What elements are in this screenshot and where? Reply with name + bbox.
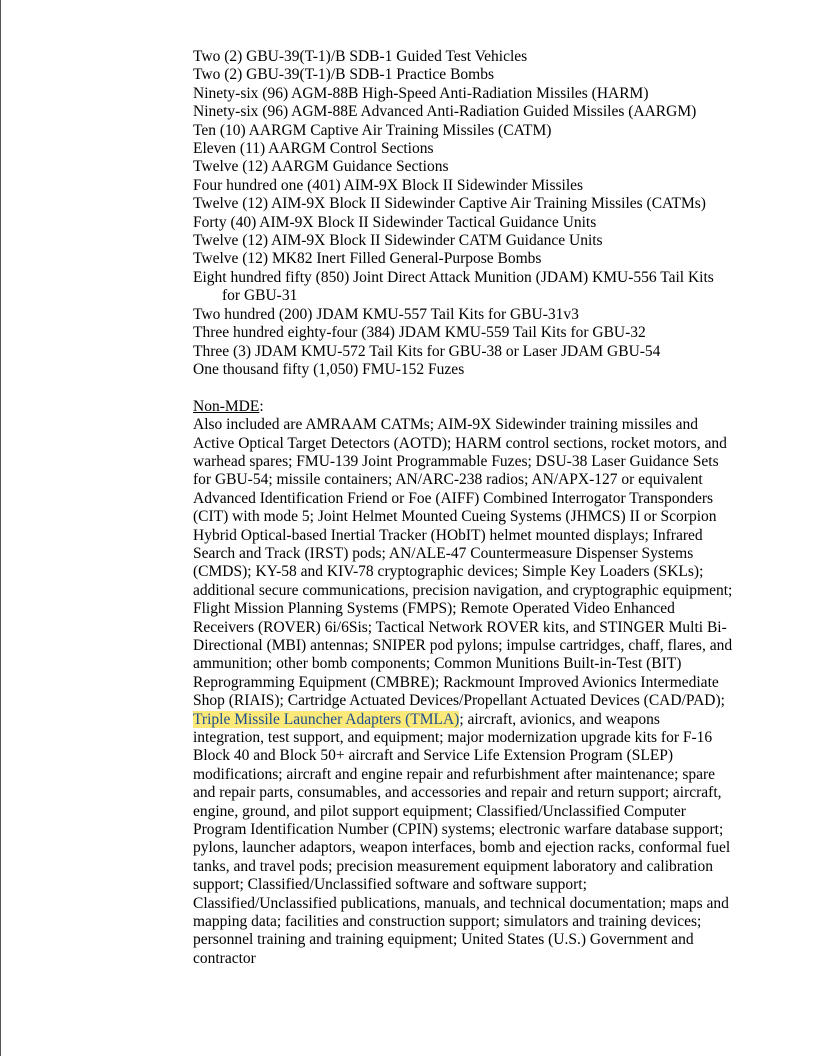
mde-item: Four hundred one (401) AIM-9X Block II Sidewinder Missiles <box>193 176 584 194</box>
section-spacer <box>193 379 733 397</box>
highlighted-phrase[interactable]: Triple Missile Launcher Adapters (TMLA) <box>193 710 460 728</box>
non-mde-heading-label: Non-MDE <box>193 397 260 415</box>
mde-item: Twelve (12) MK82 Inert Filled General-Purpose Bombs <box>193 250 542 268</box>
document-page <box>193 48 733 968</box>
mde-item: Two (2) GBU-39(T-1)/B SDB-1 Practice Bombs <box>193 66 494 84</box>
mde-item: One thousand fifty (1,050) FMU-152 Fuzes <box>193 360 465 378</box>
mde-item: Three (3) JDAM KMU-572 Tail Kits for GBU-38 or Laser JDAM GBU-54 <box>193 342 661 360</box>
mde-item: Eleven (11) AARGM Control Sections <box>193 140 434 158</box>
mde-item: Ninety-six (96) AGM-88B High-Speed Anti-Radiation Missiles (HARM) <box>193 84 649 102</box>
mde-item: Two hundred (200) JDAM KMU-557 Tail Kits for GBU-31v3 <box>193 305 579 323</box>
mde-item-list <box>193 48 733 379</box>
mde-item: Forty (40) AIM-9X Block II Sidewinder Tactical Guidance Units <box>193 213 597 231</box>
non-mde-heading <box>193 398 733 416</box>
non-mde-paragraph <box>193 416 733 968</box>
non-mde-text-part-2: ; aircraft, avionics, and weapons integration, test support, and equipment; major modernization upgrade kits for F-16 Block 40 and Block 50+ aircraft and Service Life Extension Program (SLEP) modifications; aircraft and engine repair and refurbishment after maintenance; spare and repair parts, consumables, and accessories and repair and return support; aircraft, engine, ground, and pilot support equipment; Classified/Unclassified Computer Program Identification Number (CPIN) systems; electronic warfare database support; pylons, launcher adaptors, weapon interfaces, bomb and ejection racks, conformal fuel tanks, and travel pods; precision measurement equipment laboratory and calibration support; Classified/Unclassified software and software support; Classified/Unclassified publications, manuals, and technical documentation; maps and mapping data; facilities and construction support; simulators and training devices; personnel training and training equipment; United States (U.S.) Government and contractor <box>193 710 731 967</box>
mde-item: Eight hundred fifty (850) Joint Direct Attack Munition (JDAM) KMU-556 Tail Kits for GBU-31 <box>193 268 714 305</box>
mde-item: Twelve (12) AARGM Guidance Sections <box>193 158 449 176</box>
mde-item: Three hundred eighty-four (384) JDAM KMU-559 Tail Kits for GBU-32 <box>193 324 646 342</box>
page-left-edge <box>0 0 1 1056</box>
mde-item: Two (2) GBU-39(T-1)/B SDB-1 Guided Test Vehicles <box>193 48 528 65</box>
non-mde-text-part-1: Also included are AMRAAM CATMs; AIM-9X Sidewinder training missiles and Active Optical Target Detectors (AOTD); HARM control sections, rocket motors, and warhead spares; FMU-139 Joint Programmable Fuzes; DSU-38 Laser Guidance Sets for GBU-54; missile containers; AN/ARC-238 radios; AN/APX-127 or equivalent Advanced Identification Friend or Foe (AIFF) Combined Interrogator Transponders (CIT) with mode 5; Joint Helmet Mounted Cueing Systems (JHMCS) II or Scorpion Hybrid Optical-based Inertial Tracker (HObIT) helmet mounted displays; Infrared Search and Track (IRST) pods; AN/ALE-47 Countermeasure Dispenser Systems (CMDS); KY-58 and KIV-78 cryptographic devices; Simple Key Loaders (SKLs); additional secure communications, precision navigation, and cryptographic equipment; Flight Mission Planning Systems (FMPS); Remote Operated Video Enhanced Receivers (ROVER) 6i/6Sis; Tactical Network ROVER kits, and STINGER Multi Bi-Directional (MBI) antennas; SNIPER pod pylons; impulse cartridges, chaff, flares, and ammunition; other bomb components; Common Munitions Built-in-Test (BIT) Reprogramming Equipment (CMBRE); Rackmount Improved Avionics Intermediate Shop (RIAIS); Cartridge Actuated Devices/Propellant Actuated Devices (CAD/PAD); <box>193 416 733 710</box>
mde-item: Ten (10) AARGM Captive Air Training Missiles (CATM) <box>193 121 552 139</box>
mde-item: Twelve (12) AIM-9X Block II Sidewinder Captive Air Training Missiles (CATMs) <box>193 195 706 213</box>
mde-item: Ninety-six (96) AGM-88E Advanced Anti-Radiation Guided Missiles (AARGM) <box>193 103 697 121</box>
mde-item: Twelve (12) AIM-9X Block II Sidewinder CATM Guidance Units <box>193 232 603 250</box>
non-mde-heading-colon: : <box>259 397 264 415</box>
